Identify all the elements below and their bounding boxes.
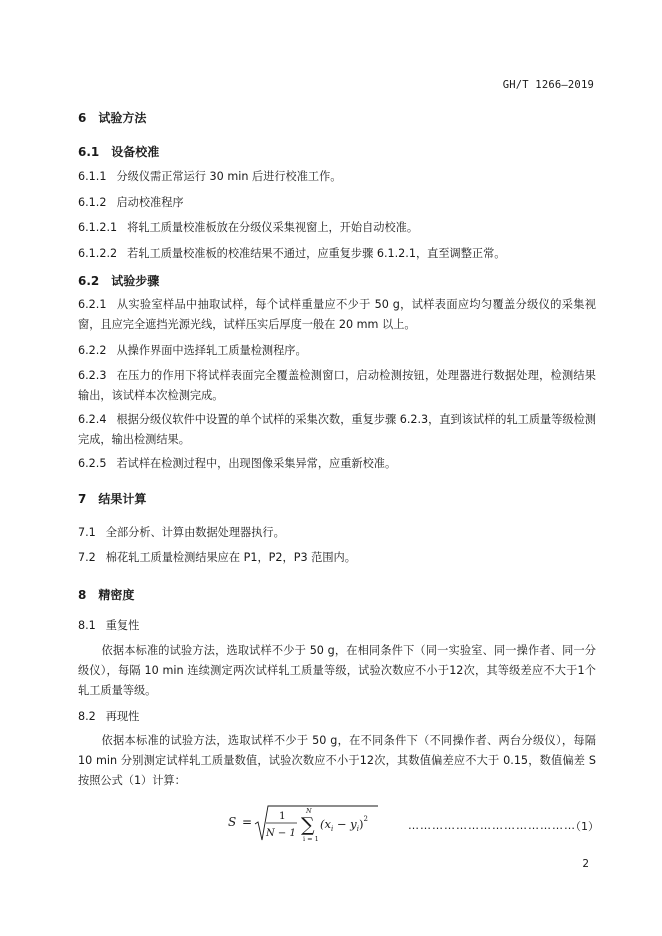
clause: [78, 523, 596, 543]
section-heading: [78, 490, 146, 507]
section-heading: [78, 272, 159, 289]
clause-text: 若轧工质量校准板的校准结果不通过，应重复步骤 6.1.2.1，直至调整正常。: [127, 247, 506, 260]
clause-number: 7.2: [78, 551, 96, 564]
clause-number: 6.2.2: [78, 344, 107, 357]
section-title: 试验方法: [98, 111, 147, 125]
clause-text: 在压力的作用下将试样表面完全覆盖检测窗口，启动检测按钮，处理器进行数据处理，检测结果输出，该试样本次检测完成。: [78, 369, 596, 402]
clause: [78, 707, 596, 727]
formula-sigma: ∑: [301, 814, 315, 836]
section-title: 结果计算: [98, 492, 147, 506]
standard-number: GH/T 1266—2019: [502, 79, 594, 91]
section-number: 6.1: [78, 145, 100, 159]
clause-text: 全部分析、计算由数据处理器执行。: [105, 526, 285, 539]
section-heading: [78, 109, 146, 126]
clause-text: 若试样在检测过程中，出现图像采集异常，应重新校准。: [116, 457, 397, 470]
paragraph: 依据本标准的试验方法，选取试样不少于 50 g，在不同条件下（不同操作者、两台分级仪），每隔 10 min 分别测定试样轧工质量数值，试验次数应不小于12次，其数值偏差应不大于 0.15，数值偏差 S 按照公式（1）计算：: [78, 734, 596, 787]
section-number: 8: [78, 588, 87, 602]
formula-num: 1: [279, 810, 286, 822]
clause: [78, 616, 596, 636]
clause: [78, 366, 596, 406]
clause-number: 8.2: [78, 710, 96, 723]
clause-text: 分级仪需正常运行 30 min 后进行校准工作。: [116, 170, 342, 183]
clause: [78, 244, 596, 264]
clause: [78, 410, 596, 450]
clause-number: 8.1: [78, 619, 96, 632]
section-number: 7: [78, 492, 87, 506]
clause: [78, 193, 596, 213]
section-heading: [78, 586, 134, 603]
formula-number: （1）: [570, 820, 599, 833]
clause: [78, 548, 596, 568]
clause-number: 6.2.3: [78, 369, 107, 382]
clause-text: 棉花轧工质量检测结果应在 P1，P2，P3 范围内。: [105, 551, 356, 564]
clause-text: 重复性: [105, 619, 140, 632]
clause: [78, 454, 596, 474]
clause: [78, 218, 596, 238]
clause: [78, 167, 596, 187]
clause-text: 根据分级仪软件中设置的单个试样的采集次数，重复步骤 6.2.3，直到该试样的轧工质量等级检测完成，输出检测结果。: [78, 413, 596, 446]
clause-number: 6.1.2: [78, 196, 107, 209]
clause-text: 从操作界面中选择轧工质量检测程序。: [116, 344, 307, 357]
clause-text: 再现性: [105, 710, 140, 723]
clause-number: 6.2.1: [78, 298, 107, 311]
formula-eq: =: [242, 815, 253, 829]
paragraph: 依据本标准的试验方法，选取试样不少于 50 g，在相同条件下（同一实验室、同一操作者、同一分级仪），每隔 10 min 连续测定两次试样轧工质量等级，试验次数应不小于12次，其等级差应不大于1个轧工质量等级。: [78, 644, 596, 697]
section-number: 6: [78, 111, 87, 125]
clause-number: 6.1.1: [78, 170, 107, 183]
formula-den: N − 1: [266, 828, 296, 839]
section-number: 6.2: [78, 274, 100, 288]
clause-number: 6.2.4: [78, 413, 107, 426]
clause-text: 启动校准程序: [116, 196, 184, 209]
clause-number: 7.1: [78, 526, 96, 539]
section-heading: [78, 143, 159, 160]
page-number: 2: [582, 858, 589, 870]
clause: [78, 341, 596, 361]
clause-number: 6.1.2.2: [78, 247, 118, 260]
formula-body: $(x_i - y_i)^2$: [320, 815, 368, 833]
clause-number: 6.1.2.1: [78, 221, 118, 234]
section-title: 设备校准: [111, 145, 160, 159]
clause-number: 6.2.5: [78, 457, 107, 470]
clause-text: 从实验室样品中抽取试样，每个试样重量应不少于 50 g，试样表面应均匀覆盖分级仪的采集视窗，且应完全遮挡光源光线，试样压实后厚度一般在 20 mm 以上。: [78, 298, 596, 331]
section-title: 试验步骤: [111, 274, 160, 288]
formula-lhs: S: [228, 815, 237, 829]
formula-leader: ……………………………………: [408, 819, 576, 832]
formula-sum-top: N: [306, 807, 312, 815]
formula-sum-bottom: i = 1: [303, 835, 319, 843]
clause: [78, 295, 596, 335]
clause-text: 将轧工质量校准板放在分级仪采集视窗上，开始自动校准。: [127, 221, 419, 234]
section-title: 精密度: [98, 588, 135, 602]
